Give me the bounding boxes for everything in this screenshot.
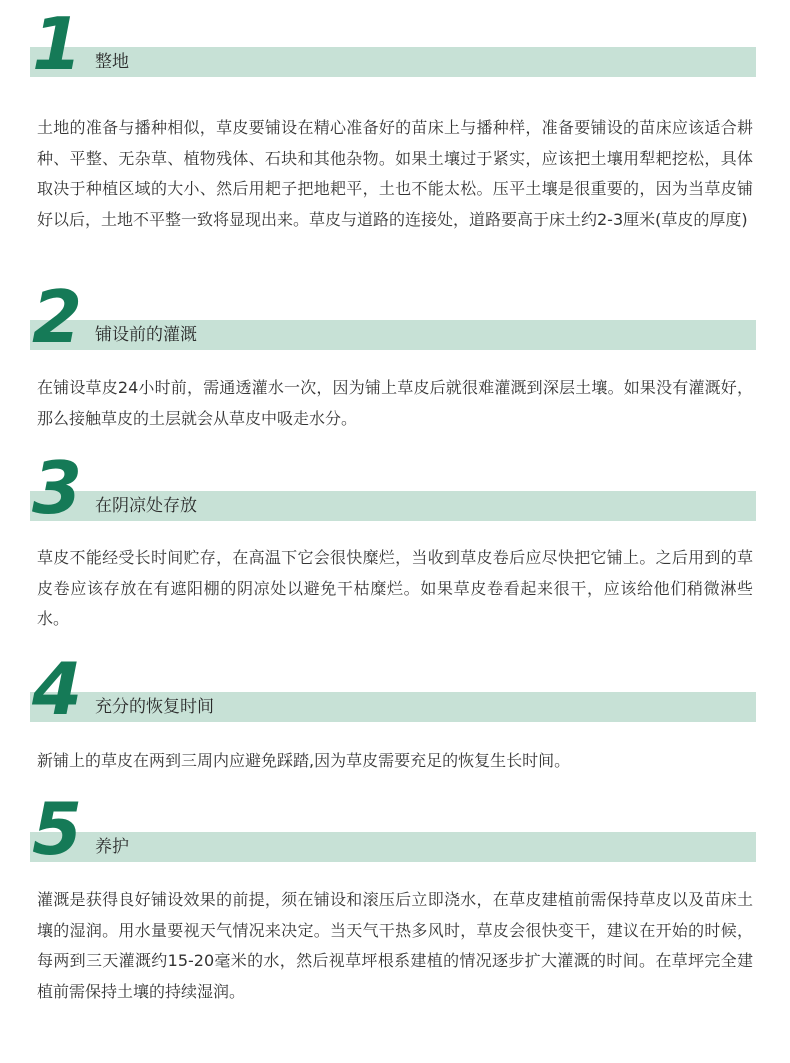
section-5-heading-bar [30, 832, 756, 862]
section-5-body: 灌溉是获得良好铺设效果的前提，须在铺设和滚压后立即浇水，在草皮建植前需保持草皮以及苗床土壤的湿润。用水量要视天气情况来决定。当天气干热多风时，草皮会很快变干，建议在开始的时候，每两到三天灌溉约15-20毫米的水，然后视草坪根系建植的情况逐步扩大灌溉的时间。在草坪完全建植前需保持土壤的持续湿润。 [37, 890, 753, 1001]
section-1-heading-bar [30, 47, 756, 77]
section-3-body: 草皮不能经受长时间贮存，在高温下它会很快糜烂，当收到草皮卷后应尽快把它铺上。之后用到的草皮卷应该存放在有遮阳棚的阴凉处以避免干枯糜烂。如果草皮卷看起来很干，应该给他们稍微淋些水。 [37, 548, 753, 628]
section-5-heading: 养护 [95, 837, 129, 857]
section-1-body: 土地的准备与播种相似，草皮要铺设在精心准备好的苗床上与播种样，准备要铺设的苗床应该适合耕种、平整、无杂草、植物残体、石块和其他杂物。如果土壤过于紧实，应该把土壤用犁耙挖松，具体取决于种植区域的大小、然后用耙子把地耙平，土也不能太松。压平土壤是很重要的，因为当草皮铺好以后，土地不平整一致将显现出来。草皮与道路的连接处，道路要高于床土约2-3厘米(草皮的厚度) [37, 118, 753, 229]
section-4-number: 4 [32, 647, 83, 731]
section-3-heading: 在阴凉处存放 [95, 496, 197, 516]
section-4-body: 新铺上的草皮在两到三周内应避免踩踏,因为草皮需要充足的恢复生长时间。 [37, 751, 571, 770]
section-1-heading: 整地 [95, 52, 129, 72]
section-1-number: 1 [32, 2, 83, 86]
section-3-number: 3 [32, 446, 83, 530]
section-4-heading: 充分的恢复时间 [95, 697, 214, 717]
section-2-heading: 铺设前的灌溉 [95, 325, 197, 345]
section-2-body: 在铺设草皮24小时前，需通透灌水一次，因为铺上草皮后就很难灌溉到深层土壤。如果没有灌溉好，那么接触草皮的土层就会从草皮中吸走水分。 [37, 378, 753, 428]
section-5-number: 5 [32, 787, 83, 871]
section-2-number: 2 [32, 275, 83, 359]
